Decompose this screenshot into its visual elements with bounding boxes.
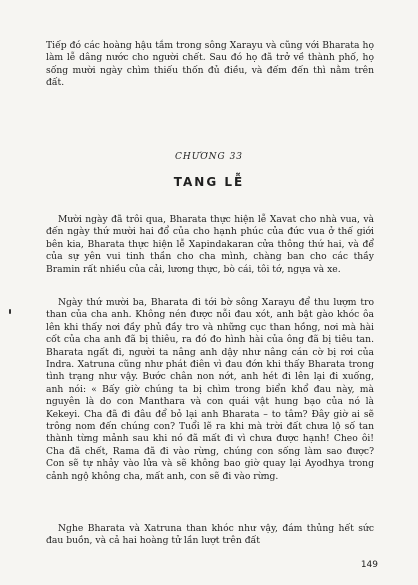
chapter-label: CHƯƠNG 33	[174, 152, 244, 162]
intro-paragraph: Tiếp đó các hoàng hậu tắm trong sông Xarayu và cũng với Bharata họ làm lễ dâng nước cho người chết. Sau đó họ đã trở về thành phố, họ sống mười ngày chìm thiếu thốn đủ điều, và đếm đến thì nằm trên đất.	[46, 40, 374, 89]
page-number: 149	[360, 560, 378, 570]
paragraph-2: Ngày thứ mười ba, Bharata đi tới bờ sông Xarayu để thu lượm tro than của cha anh. Không nén được nỗi đau xót, anh bật gào khóc ôa lên khi thấy nơi đầy phủ đầy tro và những cục than hồng, nơi mà hài cốt của cha anh đã bị thiêu, ra đó đo hình hài của ông đã bị tiêu tan. Bharata ngất đi, người ta nâng anh dậy như nâng cán cờ bị rơi của Indra. Xatruna cũng như phát điên vì đau đớn khi thấy Bharata trong tình trạng như vậy. Bước chân non nớt, anh hét đi lên lại đi xuống, anh nói: « Bấy giờ chúng ta bị chìm trong biển khổ đau này, mà nguyên là do con Manthara và con quái vật hung bạo của nó là Kekeyi. Cha đã đi đâu để bỏ lại anh Bharata – to tâm? Đây giờ ai sẽ trông nom đến chúng con? Tuổi lẽ ra khi mà trời đất chưa lộ số tan thành từng mảnh sau khi nó đã mất đi vì chưa được hạnh! Cheo ôi! Cha đã chết, Rama đã đi vào rừng, chúng con sống làm sao được? Con sẽ tự nhảy vào lửa và sẽ không bao giờ quay lại Ayodhya trong cảnh ngộ không cha, mất anh, con sẽ đi vào rừng.	[46, 297, 374, 482]
paragraph-3: Nghe Bharata và Xatruna than khóc như vậy, đám thủng hết sức đau buồn, và cả hai hoàng tử lần lượt trên đất	[46, 523, 374, 547]
paragraph-1: Mười ngày đã trôi qua, Bharata thực hiện lễ Xavat cho nhà vua, và đến ngày thứ mười hai đổ của cho hạnh phúc của đức vua ở thế giới bên kia, Bharata thực hiện lễ Xapindakaran cửa thông thứ hai, và để của sự yên vui tinh thần cho cha mình, chàng ban cho các thầy Bramin rất nhiều của cải, lương thực, bò cái, tôi tớ, ngựa và xe.	[46, 214, 374, 275]
margin-mark	[9, 309, 11, 314]
chapter-title: TANG LỄ	[173, 175, 245, 189]
